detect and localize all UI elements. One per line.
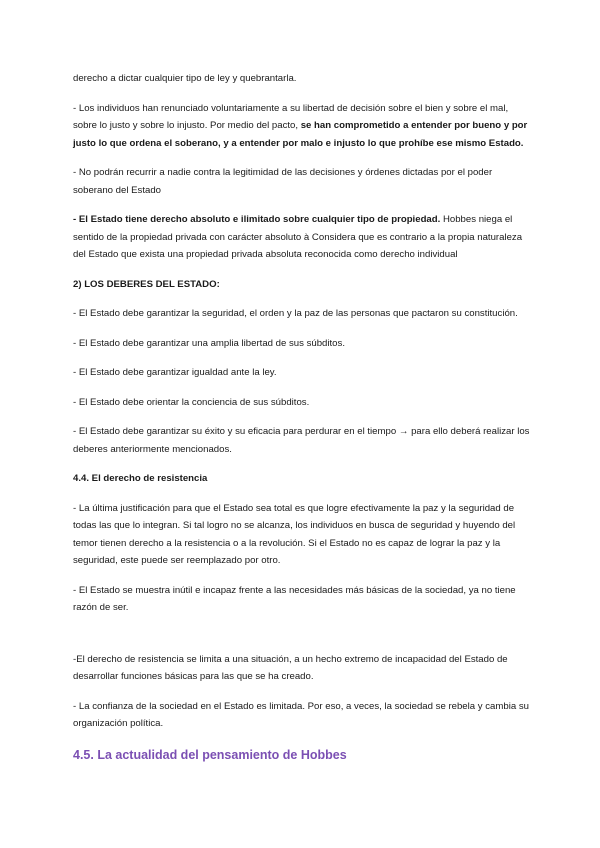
heading-resistencia: 4.4. El derecho de resistencia	[73, 473, 208, 484]
paragraph-confianza: - La confianza de la sociedad en el Estado es limitada. Por eso, a veces, la sociedad se rebela y cambia su organización política.	[73, 700, 529, 729]
propiedad-text: Hobbes niega el sentido de la propiedad privada con carácter absoluto à Considera que es contrario a la propia naturaleza del Estado que exista una propiedad privada absoluta reconocida como derecho individual	[73, 214, 523, 260]
paragraph-inutil: - El Estado se muestra inútil e incapaz frente a las necesidades más básicas de la sociedad, ya no tiene razón de ser.	[73, 584, 516, 613]
blank-space	[73, 629, 533, 651]
document-page	[73, 70, 533, 765]
deber-conciencia: - El Estado debe orientar la conciencia de sus súbditos.	[73, 396, 310, 408]
deber-seguridad: - El Estado debe garantizar la seguridad, el orden y la paz de las personas que pactaron su constitución.	[73, 308, 518, 319]
deber-libertad: - El Estado debe garantizar una amplia libertad de sus súbditos.	[73, 337, 345, 349]
deber-exito: - El Estado debe garantizar su éxito y su eficacia para perdurar en el tiempo → para ello deberá realizar los deberes anteriormente mencionados.	[73, 426, 530, 455]
deber-igualdad: - El Estado debe garantizar igualdad ante la ley.	[73, 367, 277, 378]
paragraph-limite-resistencia: -El derecho de resistencia se limita a una situación, a un hecho extremo de incapacidad del Estado de desarrollar funciones básicas para las que se ha creado.	[73, 653, 508, 682]
heading-actualidad: 4.5. La actualidad del pensamiento de Hobbes	[73, 747, 347, 762]
paragraph-renuncia-libertad	[73, 100, 533, 153]
paragraph-justificacion: - La última justificación para que el Estado sea total es que logre efectivamente la paz y la seguridad de todas las que lo integran. Si tal logro no se alcanza, los individuos en busca de seguridad y huyendo del temor tienen derecho a la resistencia o a la revolución. Si el Estado no es capaz de lograr la paz y la seguridad, este puede ser reemplazado por otro.	[73, 502, 516, 566]
propiedad-bold-text: - El Estado tiene derecho absoluto e ilimitado sobre cualquier tipo de propiedad.	[73, 214, 441, 225]
renuncia-bold-text: se han comprometido a entender por bueno y por justo lo que ordena el soberano, y a entender por malo e injusto lo que prohíbe ese mismo Estado.	[73, 120, 528, 149]
paragraph-derecho-dictar: derecho a dictar cualquier tipo de ley y quebrantarla.	[73, 73, 297, 84]
paragraph-propiedad	[73, 211, 533, 264]
paragraph-legitimidad: - No podrán recurrir a nadie contra la legitimidad de las decisiones y órdenes dictadas por el poder soberano del Estado	[73, 167, 493, 196]
renuncia-text: - Los individuos han renunciado voluntariamente a su libertad de decisión sobre el bien y sobre el mal, sobre lo justo y sobre lo injusto. Por medio del pacto,	[73, 102, 509, 131]
heading-deberes: 2) LOS DEBERES DEL ESTADO:	[73, 278, 220, 290]
